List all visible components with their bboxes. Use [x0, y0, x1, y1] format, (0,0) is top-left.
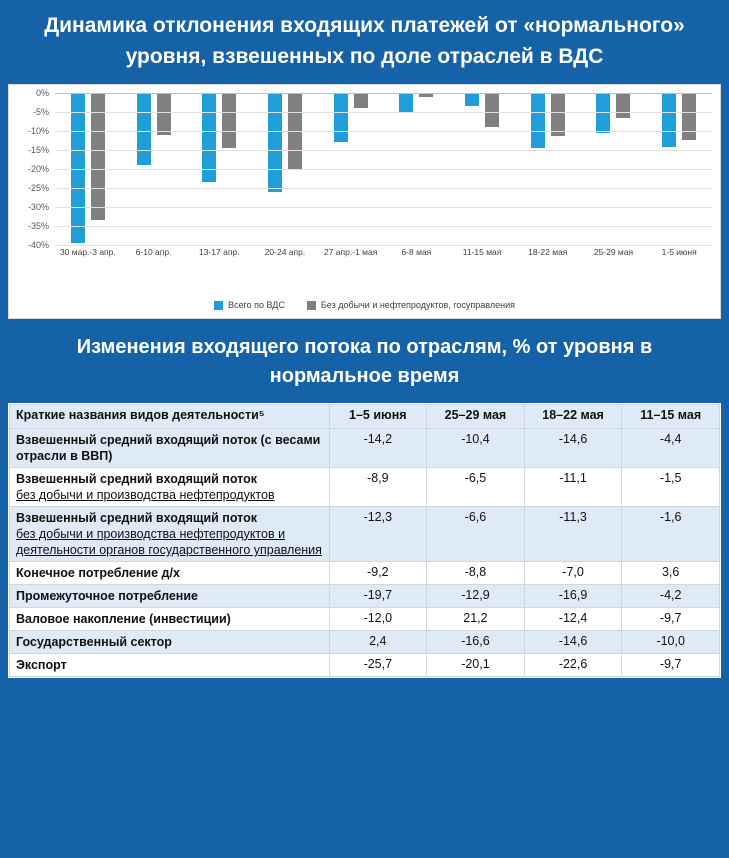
- row-label: [10, 507, 330, 562]
- table-cell-value: -9,7: [622, 654, 720, 677]
- table-cell-value: -19,7: [329, 585, 427, 608]
- table-cell-value: -11,1: [524, 468, 622, 507]
- table-cell-value: -10,0: [622, 631, 720, 654]
- table-cell-value: -8,9: [329, 468, 427, 507]
- legend-label: Без добычи и нефтепродуктов, госуправления: [320, 300, 516, 310]
- table-row: [10, 654, 720, 677]
- chart-bar: [157, 93, 171, 135]
- x-tick-label: 18-22 мая: [528, 247, 568, 257]
- y-tick-label: -35%: [27, 221, 49, 231]
- gridline: [55, 188, 712, 189]
- table-cell-value: -16,9: [524, 585, 622, 608]
- table-row: [10, 562, 720, 585]
- chart-bar: [662, 93, 676, 147]
- row-label-main: Взвешенный средний входящий поток: [16, 511, 258, 525]
- table-row: [10, 585, 720, 608]
- table-header: [10, 405, 720, 429]
- chart-legend: [9, 300, 720, 310]
- table-cell-value: -8,8: [427, 562, 525, 585]
- chart-bar: [399, 93, 413, 112]
- table-cell-value: -7,0: [524, 562, 622, 585]
- x-tick-label: 1-5 июня: [661, 247, 697, 257]
- table-cell-value: 2,4: [329, 631, 427, 654]
- row-label-sub2: деятельности органов государственного управления: [16, 543, 322, 557]
- gridline: [55, 169, 712, 170]
- table-cell-value: -6,6: [427, 507, 525, 562]
- column-header-4: 11–15 мая: [622, 405, 720, 429]
- chart-bar: [551, 93, 565, 136]
- y-tick-label: -15%: [27, 145, 49, 155]
- y-tick-label: 0%: [35, 88, 49, 98]
- column-header-3: 18–22 мая: [524, 405, 622, 429]
- column-header-2: 25–29 мая: [427, 405, 525, 429]
- table-cell-value: -11,3: [524, 507, 622, 562]
- legend-swatch-icon: [214, 301, 223, 310]
- legend-label: Всего по ВДС: [227, 300, 285, 310]
- chart-bar: [616, 93, 630, 118]
- row-label-sub: без добычи и производства нефтепродуктов: [16, 488, 275, 502]
- zero-line: [55, 93, 712, 94]
- y-tick-label: -30%: [27, 202, 49, 212]
- y-tick-label: -20%: [27, 164, 49, 174]
- legend-item-1: [307, 300, 515, 310]
- row-label: [10, 562, 330, 585]
- industry-flow-table: [9, 404, 720, 677]
- table-row: [10, 507, 720, 562]
- table-cell-value: -9,2: [329, 562, 427, 585]
- table-row: [10, 468, 720, 507]
- table-cell-value: 21,2: [427, 608, 525, 631]
- row-label-sub: без добычи и производства нефтепродуктов и: [16, 527, 286, 541]
- chart-bar: [531, 93, 545, 148]
- legend-swatch-icon: [307, 301, 316, 310]
- table-cell-value: -4,2: [622, 585, 720, 608]
- table-cell-value: -10,4: [427, 429, 525, 468]
- x-tick-label: 20-24 апр.: [264, 247, 306, 257]
- table-cell-value: -12,9: [427, 585, 525, 608]
- column-header-0: Краткие названия видов деятельности⁵: [10, 405, 330, 429]
- chart-bar: [222, 93, 236, 148]
- x-tick-label: 27 апр.-1 мая: [323, 247, 378, 257]
- gridline: [55, 226, 712, 227]
- column-header-1: 1–5 июня: [329, 405, 427, 429]
- x-tick-label: 25-29 мая: [593, 247, 634, 257]
- row-label: [10, 654, 330, 677]
- legend-item-0: [214, 300, 285, 310]
- chart-bar: [485, 93, 499, 127]
- row-label: [10, 468, 330, 507]
- table-cell-value: -1,6: [622, 507, 720, 562]
- table-row: [10, 631, 720, 654]
- table-cell-value: -1,5: [622, 468, 720, 507]
- gridline: [55, 131, 712, 132]
- row-label-main: Взвешенный средний входящий поток: [16, 472, 258, 486]
- row-label: [10, 631, 330, 654]
- table-cell-value: -12,4: [524, 608, 622, 631]
- table-cell-value: -16,6: [427, 631, 525, 654]
- x-tick-label: 13-17 апр.: [198, 247, 240, 257]
- chart-bar: [268, 93, 282, 192]
- table-cell-value: -12,0: [329, 608, 427, 631]
- table-body: [10, 429, 720, 677]
- chart-bar: [137, 93, 151, 165]
- row-label: [10, 608, 330, 631]
- y-tick-label: -40%: [27, 240, 49, 250]
- gridline: [55, 207, 712, 208]
- row-label-main: Государственный сектор: [16, 635, 172, 649]
- table-cell-value: -14,6: [524, 631, 622, 654]
- chart-panel: [8, 84, 721, 319]
- row-label-main: Взвешенный средний входящий поток (с весами отрасли в ВВП): [16, 433, 321, 463]
- x-tick-label: 6-8 мая: [401, 247, 432, 257]
- row-label: [10, 429, 330, 468]
- row-label-main: Валовое накопление (инвестиции): [16, 612, 231, 626]
- gridline: [55, 150, 712, 151]
- gridline: [55, 245, 712, 246]
- chart-y-axis: [9, 88, 53, 250]
- row-label: [10, 585, 330, 608]
- x-tick-label: 6-10 апр.: [135, 247, 172, 257]
- y-tick-label: -10%: [27, 126, 49, 136]
- row-label-main: Экспорт: [16, 658, 67, 672]
- table-title: Изменения входящего потока по отраслям, % от уровня в нормальное время: [76, 336, 653, 387]
- table-container: [8, 403, 721, 678]
- table-cell-value: 3,6: [622, 562, 720, 585]
- table-cell-value: -14,2: [329, 429, 427, 468]
- x-tick-label: 11-15 мая: [462, 247, 502, 257]
- gridline: [55, 112, 712, 113]
- table-cell-value: -9,7: [622, 608, 720, 631]
- y-tick-label: -5%: [32, 107, 49, 117]
- table-row: [10, 608, 720, 631]
- table-header-row: [10, 405, 720, 429]
- table-cell-value: -25,7: [329, 654, 427, 677]
- table-cell-value: -14,6: [524, 429, 622, 468]
- x-tick-label: 30 мар.-3 апр.: [59, 247, 116, 257]
- chart-x-axis: [55, 247, 712, 287]
- table-cell-value: -22,6: [524, 654, 622, 677]
- row-label-main: Конечное потребление д/х: [16, 566, 180, 580]
- table-cell-value: -12,3: [329, 507, 427, 562]
- table-cell-value: -20,1: [427, 654, 525, 677]
- chart-bar: [465, 93, 479, 106]
- table-cell-value: -4,4: [622, 429, 720, 468]
- chart-title: Динамика отклонения входящих платежей от «нормального» уровня, взвешенных по доле отраслей в ВДС: [44, 14, 685, 68]
- row-label-main: Промежуточное потребление: [16, 589, 198, 603]
- table-cell-value: -6,5: [427, 468, 525, 507]
- chart-bar: [354, 93, 368, 108]
- chart-bar: [682, 93, 696, 140]
- chart-bar: [334, 93, 348, 142]
- y-tick-label: -25%: [27, 183, 49, 193]
- table-row: [10, 429, 720, 468]
